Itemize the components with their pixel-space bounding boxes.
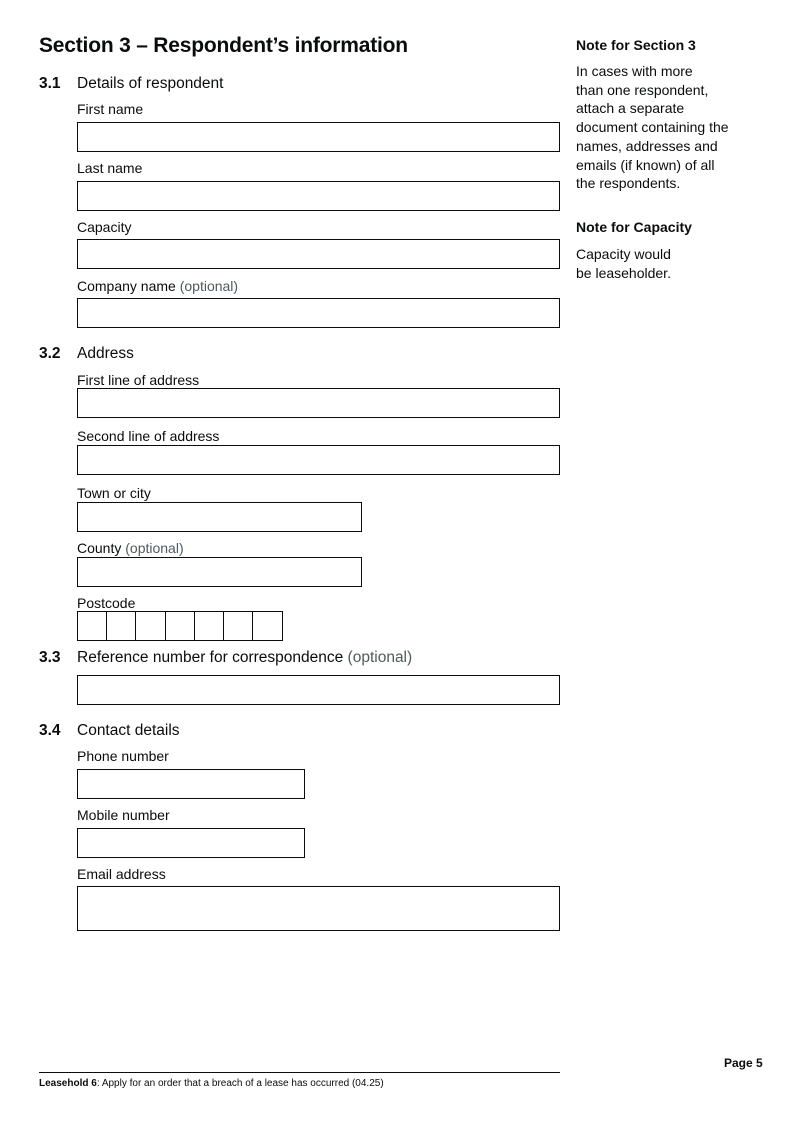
address-line1-field[interactable]: [77, 388, 560, 418]
note-section-text: In cases with more than one respondent, attach a separate document containing the names, addresses and emails (if known) of all the respondents.: [576, 63, 729, 192]
postcode-char-box[interactable]: [165, 611, 196, 641]
note-section-heading: Note for Section 3: [576, 37, 696, 53]
note-capacity-text: Capacity would be leaseholder.: [576, 246, 671, 281]
phone-label: Phone number: [77, 748, 169, 764]
section-title-3-4: Contact details: [77, 722, 180, 739]
page-number: Page 5: [724, 1056, 763, 1070]
phone-field[interactable]: [77, 769, 305, 799]
form-description: : Apply for an order that a breach of a lease has occurred (04.25): [96, 1078, 384, 1089]
footer-divider: [39, 1072, 560, 1073]
optional-hint: (optional): [179, 278, 239, 294]
note-capacity-heading: Note for Capacity: [576, 219, 692, 235]
mobile-field[interactable]: [77, 828, 305, 858]
optional-hint: (optional): [125, 540, 184, 556]
postcode-label: Postcode: [77, 595, 136, 611]
postcode-char-box[interactable]: [194, 611, 225, 641]
section-number-3-2: 3.2: [39, 345, 61, 362]
section-title-3-2: Address: [77, 345, 134, 362]
postcode-char-box[interactable]: [77, 611, 108, 641]
postcode-char-box[interactable]: [135, 611, 166, 641]
address-line1-label: First line of address: [77, 372, 200, 388]
page-title: Section 3 – Respondent’s information: [39, 34, 408, 57]
address-line2-field[interactable]: [77, 445, 560, 475]
postcode-char-box[interactable]: [252, 611, 283, 641]
address-line2-label: Second line of address: [77, 428, 220, 444]
county-field[interactable]: [77, 557, 362, 587]
section-number-3-1: 3.1: [39, 75, 61, 92]
reference-number-field[interactable]: [77, 675, 560, 705]
town-label: Town or city: [77, 485, 151, 501]
first-name-label: First name: [77, 101, 144, 117]
mobile-label: Mobile number: [77, 807, 170, 823]
section-title-3-1: Details of respondent: [77, 75, 224, 92]
form-name: Leasehold 6: [39, 1078, 97, 1089]
first-name-field[interactable]: [77, 122, 560, 152]
company-name-label: [77, 278, 238, 294]
county-label: [77, 540, 184, 556]
postcode-char-box[interactable]: [106, 611, 137, 641]
capacity-label: Capacity: [77, 219, 132, 235]
email-label: Email address: [77, 866, 166, 882]
section-number-3-4: 3.4: [39, 722, 61, 739]
reference-title-text: Reference number for correspondence: [77, 649, 344, 666]
county-text: County: [77, 540, 122, 556]
footer-text: [39, 1078, 384, 1089]
capacity-field[interactable]: [77, 239, 560, 269]
company-name-field[interactable]: [77, 298, 560, 328]
company-name-text: Company name: [77, 278, 176, 294]
optional-hint: (optional): [347, 649, 413, 666]
section-title-3-3: [77, 649, 412, 667]
last-name-field[interactable]: [77, 181, 560, 211]
last-name-label: Last name: [77, 160, 143, 176]
email-field[interactable]: [77, 886, 560, 931]
section-number-3-3: 3.3: [39, 649, 61, 666]
postcode-field: [77, 611, 281, 641]
town-field[interactable]: [77, 502, 362, 532]
postcode-char-box[interactable]: [223, 611, 254, 641]
